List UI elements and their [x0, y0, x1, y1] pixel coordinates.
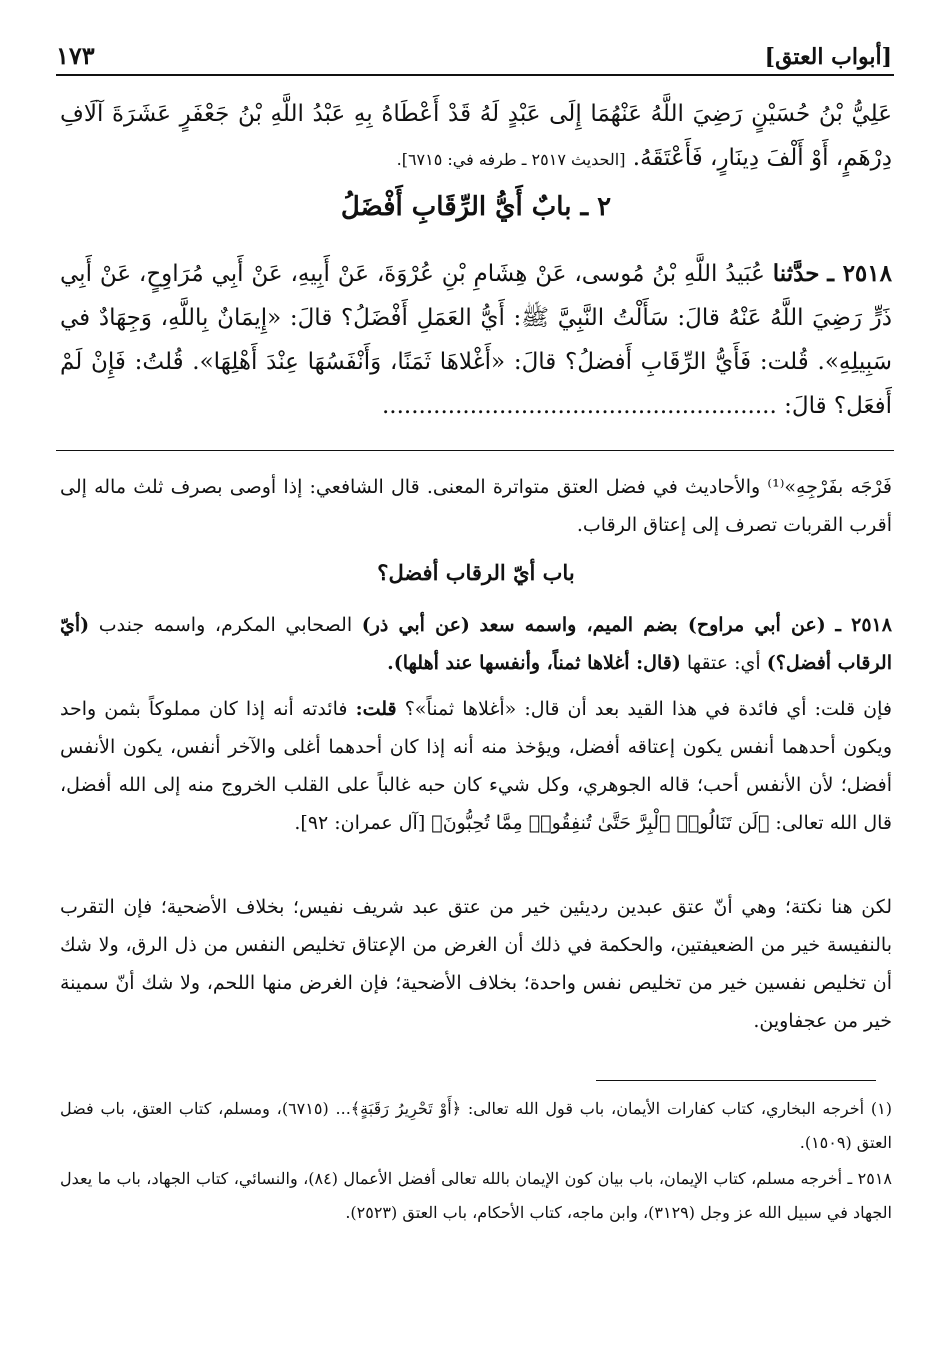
hadith-lead: حدَّثنا — [772, 260, 820, 287]
hadith-continuation-dots: ...................................................... — [382, 393, 777, 419]
commentary-p2-a: (عن أبي مراوح) بضم الميم، واسمه سعد — [479, 614, 826, 636]
commentary-p2-c: الصحابي المكرم، واسمه جندب — [98, 614, 353, 636]
running-title: [أبواب العتق] — [764, 44, 892, 70]
commentary-p2-e: أي: عتقها — [686, 652, 761, 674]
commentary-p2-b: (عن أبي ذر) — [361, 614, 470, 636]
footnote-2518: ٢٥١٨ ـ أخرجه مسلم، كتاب الإيمان، باب بيان كون الإيمان بالله تعالى أفضل الأعمال (٨٤)، والنسائي، كتاب الجهاد، باب ما يعدل الجهاد في سبيل الله عز وجل (٣١٢٩)، وابن ماجه، كتاب الأحكام، باب العتق (٢٥٢٣). — [60, 1169, 893, 1222]
header-rule — [56, 74, 894, 76]
commentary-paragraph-1: فَرْجَه بفَرْجِهِ»⁽¹⁾ والأحاديث في فضل العتق متواترة المعنى. قال الشافعي: إذا أوصى بصرف ثلث ماله إلى أقرب القربات تصرف إلى إعتاق الرقاب. — [60, 476, 892, 536]
hadith-continuation-text: عَلِيُّ بْنُ حُسَيْنٍ رَضِيَ اللَّهُ عَنْهُمَا إِلَى عَبْدٍ لَهُ قَدْ أَعْطَاهُ بِهِ عَبْدُ اللَّهِ بْنُ جَعْفَرٍ عَشَرَةَ آلَافِ دِرْهَمٍ، أَوْ أَلْفَ دِينَارٍ، فَأَعْتَقَهُ. — [60, 101, 892, 171]
hadith-text: عُبَيدُ اللَّهِ بْنُ مُوسى، عَنْ هِشَامِ بْنِ عُرْوَةَ، عَنْ أَبِيهِ، عَنْ أَبِي مُرَاوِحٍ، عَنْ أَبِي ذَرٍّ رَضِيَ اللَّهُ عَنْهُ قالَ: سَأَلْتُ النَّبِيَّ ﷺ: أَيُّ العَمَلِ أَفْضَلُ؟ قالَ: «إِيمَانٌ بِاللَّهِ، وَجِهَادٌ في سَبِيلِهِ». قُلت: فَأَيُّ الرِّقَابِ أَفضلُ؟ قالَ: «أَغْلاهَا ثَمَنًا، وَأَنْفَسُهَا عِنْدَ أَهْلِهَا». قُلتُ: فَإِنْ لَمْ أَفعَل؟ قالَ: — [60, 261, 892, 419]
commentary-p2-f: (قال: أغلاها ثمناً، وأنفسها عند أهلها). — [387, 652, 681, 674]
commentary-p3-a: فإن قلت: أي فائدة في هذا القيد بعد أن قال: «أغلاها ثمناً»؟ — [404, 698, 892, 720]
commentary-p3-c: فائدته أنه إذا كان مملوكاً بثمن واحد ويكون أحدهما أنفس يكون إعتاقه أفضل، ويؤخذ منه أنه إذا كان أحدهما أغلى والآخر أنفس، يكون الأنفس أفضل؛ لأن الأنفس أحب؛ قاله الجوهري، وكل شيء كان حبه غالباً على القلب الخروج منه إلى الله أفضل، قال الله تعالى: ﴿لَن تَنَالُوا۟ ٱلْبِرَّ حَتَّىٰ تُنفِقُوا۟ مِمَّا تُحِبُّونَ﴾ [آل عمران: ٩٢]. — [60, 698, 892, 834]
footnote-1: (١) أخرجه البخاري، كتاب كفارات الأيمان، باب قول الله تعالى: ﴿أَوْ تَحْرِيرُ رَقَبَةٍ﴾... (٦٧١٥)، ومسلم، كتاب العتق، باب فضل العتق (١٥٠٩). — [60, 1099, 892, 1152]
page-number: ١٧٣ — [56, 41, 95, 70]
hadith-2518 — [60, 252, 892, 428]
commentary-paragraph-2 — [60, 606, 892, 682]
hadith-number: ٢٥١٨ ـ — [827, 260, 892, 287]
commentary-p3-b: قلت: — [355, 698, 397, 720]
commentary-hadith-number: ٢٥١٨ ـ — [835, 614, 892, 636]
page-header — [56, 26, 892, 70]
commentary-paragraph-4: لكن هنا نكتة؛ وهي أنّ عتق عبدين رديئين خير من عتق عبد شريف نفيس؛ بخلاف الأضحية؛ فإن التقرب بالنفيسة خير من الضعيفتين، والحكمة في ذلك أن الغرض من الإعتاق تخليص النفس من ذل الرق، ولا شك أن تخليص نفسين خير من تخليص نفس واحدة؛ بخلاف الأضحية؛ فإن الغرض منها اللحم، ولا شك أنّ سمينة خير من عجفاوين. — [60, 896, 892, 1032]
chapter-title: ٢ ـ بابٌ أَيُّ الرِّقَابِ أَفْضَلُ — [340, 192, 612, 222]
commentary-section-title: باب أيّ الرقاب أفضل؟ — [377, 560, 575, 585]
commentary-paragraph-3 — [60, 690, 892, 842]
footnote-rule — [596, 1080, 876, 1081]
commentary-p2-d: (أيّ الرقاب أفضل؟) — [60, 614, 892, 674]
hadith-continuation — [60, 92, 892, 182]
section-divider — [56, 450, 894, 451]
hadith-continuation-ref: [الحديث ٢٥١٧ ـ طرفه في: ٦٧١٥]. — [396, 150, 626, 169]
